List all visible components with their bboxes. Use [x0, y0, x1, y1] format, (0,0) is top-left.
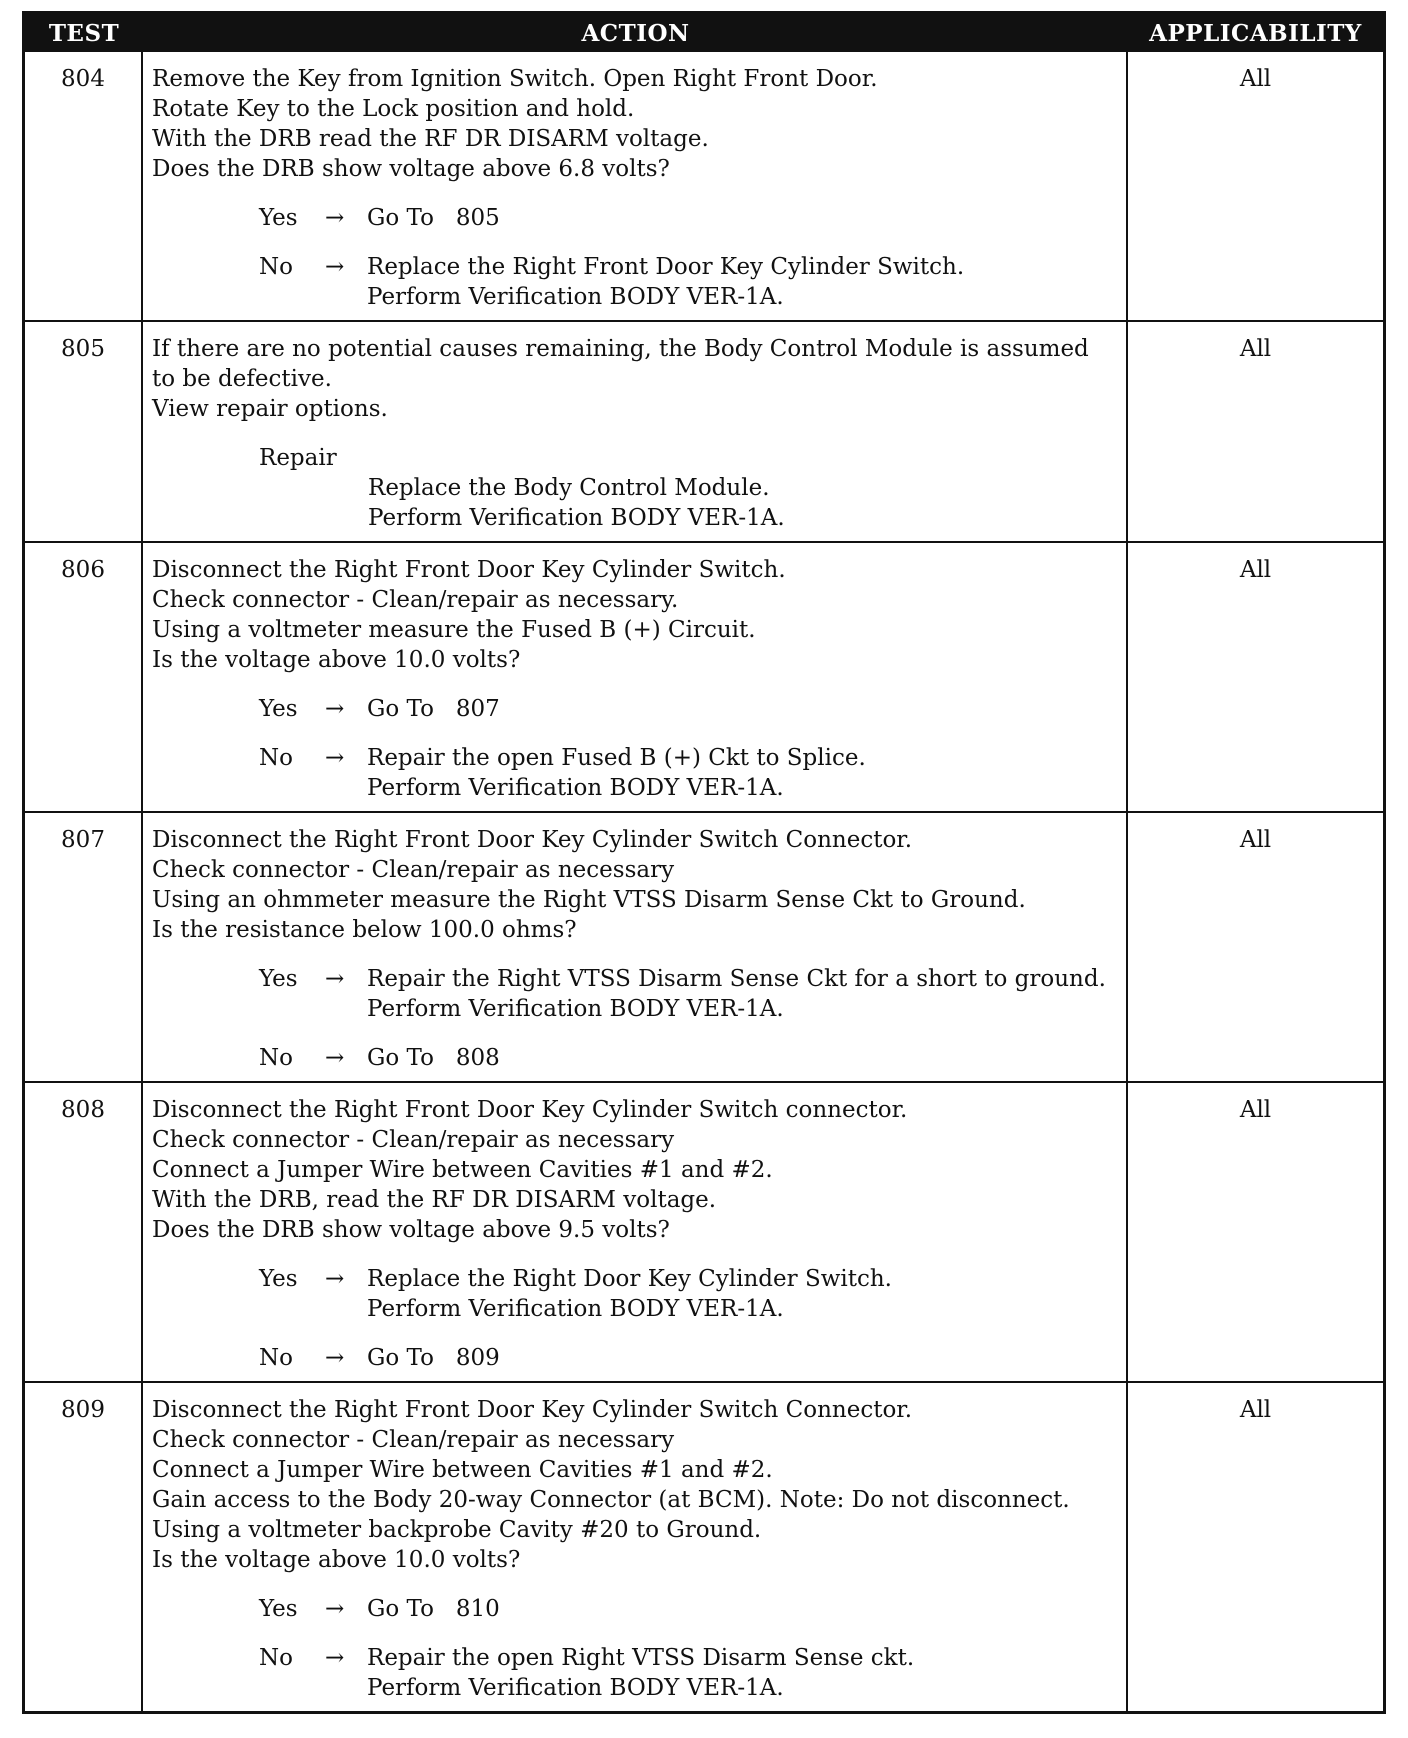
- action-step: View repair options.: [152, 396, 388, 422]
- action-step: Check connector - Clean/repair as necessary: [152, 857, 675, 883]
- outcome-yes: [152, 1264, 1118, 1324]
- outcome-instructions: [367, 1043, 1118, 1073]
- outcome-instructions: [367, 694, 1118, 724]
- outcome-line: Replace the Right Door Key Cylinder Switch.: [367, 1266, 892, 1292]
- outcome-label: No: [259, 1045, 293, 1071]
- header-applicability: APPLICABILITY: [1149, 19, 1362, 47]
- action-step: Is the voltage above 10.0 volts?: [152, 647, 521, 673]
- diagnostic-table: [22, 11, 1386, 1714]
- outcome-line: Perform Verification BODY VER-1A.: [367, 775, 784, 801]
- applicability-value: All: [1239, 1097, 1272, 1123]
- test-number: 805: [25, 322, 143, 541]
- table-row: [25, 320, 1383, 541]
- right-arrow-icon: →: [325, 966, 345, 992]
- outcome-instructions: [367, 252, 1118, 312]
- outcome-yes: [152, 1594, 1118, 1624]
- action-step: Does the DRB show voltage above 9.5 volts?: [152, 1217, 670, 1243]
- test-number: 806: [25, 543, 143, 811]
- outcome-yes: [152, 694, 1118, 724]
- outcome-label: No: [259, 745, 293, 771]
- applicability-value: All: [1239, 557, 1272, 583]
- header-test: TEST: [48, 19, 120, 47]
- action-step: Disconnect the Right Front Door Key Cylinder Switch Connector.: [152, 1397, 913, 1423]
- action-cell: [143, 543, 1128, 811]
- test-number: 804: [25, 52, 143, 320]
- applicability-value: All: [1239, 336, 1272, 362]
- right-arrow-icon: →: [325, 254, 345, 280]
- outcome-no: [152, 743, 1118, 803]
- outcome-instructions: [367, 1594, 1118, 1624]
- action-step: Rotate Key to the Lock position and hold.: [152, 96, 635, 122]
- outcome-no: [152, 1043, 1118, 1073]
- table-row: [25, 1381, 1383, 1711]
- right-arrow-icon: →: [325, 205, 345, 231]
- applicability-value: All: [1239, 827, 1272, 853]
- table-row: [25, 1081, 1383, 1381]
- action-step: Disconnect the Right Front Door Key Cylinder Switch Connector.: [152, 827, 913, 853]
- test-number: 808: [25, 1083, 143, 1381]
- action-step: Disconnect the Right Front Door Key Cylinder Switch connector.: [152, 1097, 908, 1123]
- outcome-label: No: [259, 1645, 293, 1671]
- outcome-label: Yes: [259, 205, 298, 231]
- outcome-line: Perform Verification BODY VER-1A.: [367, 1675, 784, 1701]
- table-row: [25, 811, 1383, 1081]
- outcome-line: Go To 809: [367, 1345, 500, 1371]
- outcome-line: Repair the open Right VTSS Disarm Sense ckt.: [367, 1645, 915, 1671]
- action-step: Connect a Jumper Wire between Cavities #1 and #2.: [152, 1157, 773, 1183]
- action-step: Check connector - Clean/repair as necessary.: [152, 587, 679, 613]
- action-cell: [143, 322, 1128, 541]
- outcome-line: Repair the Right VTSS Disarm Sense Ckt for a short to ground.: [367, 966, 1106, 992]
- right-arrow-icon: →: [325, 696, 345, 722]
- outcome-line: Repair the open Fused B (+) Ckt to Splice.: [367, 745, 866, 771]
- action-step: Remove the Key from Ignition Switch. Open Right Front Door.: [152, 66, 878, 92]
- right-arrow-icon: →: [325, 1645, 345, 1671]
- action-step: Check connector - Clean/repair as necessary: [152, 1427, 675, 1453]
- table-header: [25, 14, 1383, 52]
- outcome-label: Yes: [259, 1266, 298, 1292]
- outcome-no: [152, 1343, 1118, 1373]
- test-number: 807: [25, 813, 143, 1081]
- repair-line: Perform Verification BODY VER-1A.: [368, 505, 785, 531]
- action-step: Disconnect the Right Front Door Key Cylinder Switch.: [152, 557, 786, 583]
- outcome-line: Go To 807: [367, 696, 500, 722]
- outcome-line: Go To 808: [367, 1045, 500, 1071]
- outcome-line: Perform Verification BODY VER-1A.: [367, 1296, 784, 1322]
- right-arrow-icon: →: [325, 1596, 345, 1622]
- outcome-instructions: [367, 1264, 1118, 1324]
- outcome-label: Yes: [259, 966, 298, 992]
- table-row: [25, 52, 1383, 320]
- outcome-label: Yes: [259, 696, 298, 722]
- action-step: Check connector - Clean/repair as necessary: [152, 1127, 675, 1153]
- applicability-value: All: [1239, 66, 1272, 92]
- action-cell: [143, 1083, 1128, 1381]
- outcome-label: No: [259, 1345, 293, 1371]
- header-action: ACTION: [581, 19, 690, 47]
- action-step: Is the voltage above 10.0 volts?: [152, 1547, 521, 1573]
- outcome-label: No: [259, 254, 293, 280]
- outcome-line: Replace the Right Front Door Key Cylinder Switch.: [367, 254, 965, 280]
- action-cell: [143, 52, 1128, 320]
- outcome-instructions: [367, 743, 1118, 803]
- outcome-no: [152, 252, 1118, 312]
- repair-instructions: [368, 473, 1118, 533]
- outcome-instructions: [367, 964, 1118, 1024]
- outcome-line: Go To 805: [367, 205, 500, 231]
- action-step: Using a voltmeter measure the Fused B (+) Circuit.: [152, 617, 756, 643]
- right-arrow-icon: →: [325, 1345, 345, 1371]
- test-number: 809: [25, 1383, 143, 1711]
- outcome-line: Perform Verification BODY VER-1A.: [367, 284, 784, 310]
- action-step: Using an ohmmeter measure the Right VTSS Disarm Sense Ckt to Ground.: [152, 887, 1026, 913]
- outcome-yes: [152, 964, 1118, 1024]
- right-arrow-icon: →: [325, 745, 345, 771]
- action-cell: [143, 813, 1128, 1081]
- outcome-yes: [152, 203, 1118, 233]
- action-step: Is the resistance below 100.0 ohms?: [152, 917, 577, 943]
- action-step: If there are no potential causes remaining, the Body Control Module is assumed to be defective.: [152, 336, 1089, 392]
- outcome-label: Yes: [259, 1596, 298, 1622]
- outcome-no: [152, 1643, 1118, 1703]
- action-step: Using a voltmeter backprobe Cavity #20 to Ground.: [152, 1517, 762, 1543]
- outcome-instructions: [367, 1643, 1118, 1703]
- right-arrow-icon: →: [325, 1045, 345, 1071]
- outcome-line: Go To 810: [367, 1596, 500, 1622]
- outcome-line: Perform Verification BODY VER-1A.: [367, 996, 784, 1022]
- action-step: Connect a Jumper Wire between Cavities #1 and #2.: [152, 1457, 773, 1483]
- repair-line: Replace the Body Control Module.: [368, 475, 770, 501]
- action-step: Does the DRB show voltage above 6.8 volts?: [152, 156, 670, 182]
- repair-label: Repair: [259, 445, 337, 471]
- table-body: [25, 52, 1383, 1711]
- action-step: With the DRB read the RF DR DISARM voltage.: [152, 126, 709, 152]
- action-cell: [143, 1383, 1128, 1711]
- table-row: [25, 541, 1383, 811]
- applicability-value: All: [1239, 1397, 1272, 1423]
- outcome-instructions: [367, 1343, 1118, 1373]
- outcome-instructions: [367, 203, 1118, 233]
- action-step: Gain access to the Body 20-way Connector (at BCM). Note: Do not disconnect.: [152, 1487, 1070, 1513]
- action-step: With the DRB, read the RF DR DISARM voltage.: [152, 1187, 717, 1213]
- right-arrow-icon: →: [325, 1266, 345, 1292]
